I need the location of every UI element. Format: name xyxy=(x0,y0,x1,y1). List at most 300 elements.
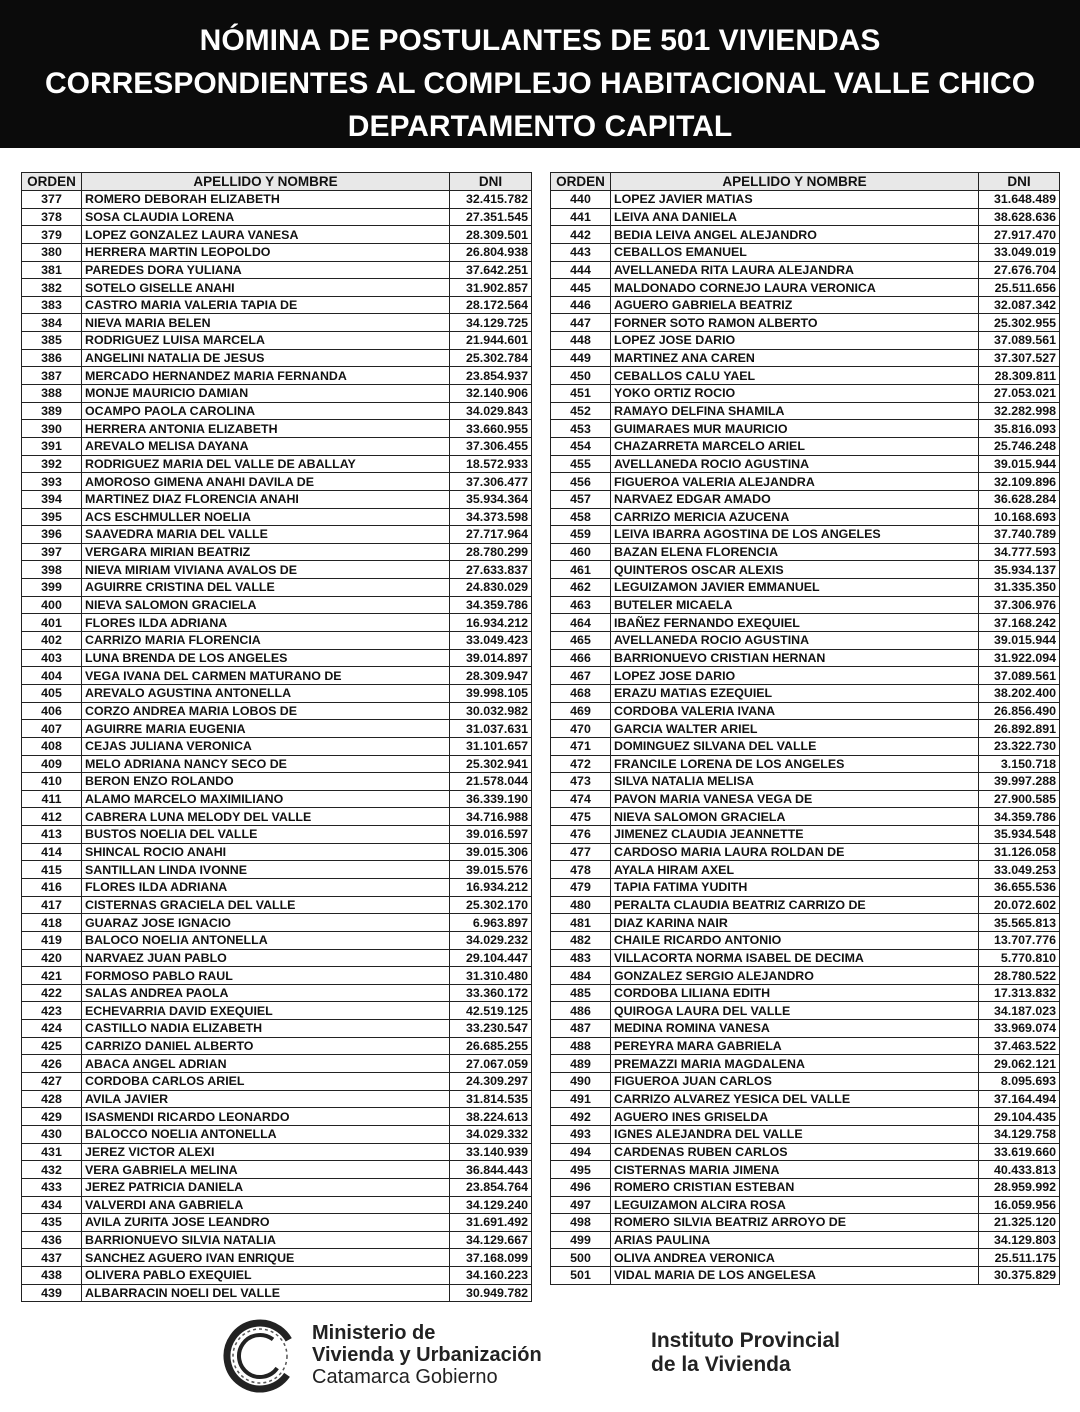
row-name: NIEVA MIRIAM VIVIANA AVALOS DE xyxy=(82,561,450,579)
row-order: 418 xyxy=(22,914,82,932)
row-name: PREMAZZI MARIA MAGDALENA xyxy=(611,1055,979,1073)
table-row xyxy=(551,402,1060,420)
table-row xyxy=(22,1284,532,1302)
row-name: NIEVA SALOMON GRACIELA xyxy=(611,808,979,826)
table-row xyxy=(22,261,532,279)
table-row xyxy=(551,561,1060,579)
row-dni: 32.282.998 xyxy=(979,402,1060,420)
row-name: LUNA BRENDA DE LOS ANGELES xyxy=(82,649,450,667)
row-name: VERA GABRIELA MELINA xyxy=(82,1161,450,1179)
row-name: CEBALLOS CALU YAEL xyxy=(611,367,979,385)
row-order: 485 xyxy=(551,984,611,1002)
row-name: AGUERO INES GRISELDA xyxy=(611,1108,979,1126)
table-row xyxy=(551,737,1060,755)
table-row xyxy=(22,437,532,455)
row-name: AGUIRRE MARIA EUGENIA xyxy=(82,720,450,738)
row-dni: 34.129.803 xyxy=(979,1231,1060,1249)
table-row xyxy=(551,632,1060,650)
row-dni: 39.015.306 xyxy=(450,843,532,861)
row-name: ACS ESCHMULLER NOELIA xyxy=(82,508,450,526)
row-order: 499 xyxy=(551,1231,611,1249)
row-name: CARDENAS RUBEN CARLOS xyxy=(611,1143,979,1161)
row-order: 487 xyxy=(551,1020,611,1038)
row-order: 495 xyxy=(551,1161,611,1179)
row-dni: 25.511.175 xyxy=(979,1249,1060,1267)
table-row xyxy=(22,667,532,685)
row-dni: 34.129.758 xyxy=(979,1125,1060,1143)
row-order: 467 xyxy=(551,667,611,685)
row-name: AGUIRRE CRISTINA DEL VALLE xyxy=(82,579,450,597)
table-row xyxy=(22,279,532,297)
row-name: CASTRO MARIA VALERIA TAPIA DE xyxy=(82,296,450,314)
column-header-order: ORDEN xyxy=(551,173,611,191)
row-name: HERRERA ANTONIA ELIZABETH xyxy=(82,420,450,438)
row-name: HERRERA MARTIN LEOPOLDO xyxy=(82,243,450,261)
row-name: YOKO ORTIZ ROCIO xyxy=(611,385,979,403)
table-row xyxy=(22,473,532,491)
row-order: 466 xyxy=(551,649,611,667)
row-name: CISTERNAS GRACIELA DEL VALLE xyxy=(82,896,450,914)
row-order: 419 xyxy=(22,931,82,949)
row-dni: 34.029.843 xyxy=(450,402,532,420)
table-row xyxy=(551,1002,1060,1020)
row-order: 423 xyxy=(22,1002,82,1020)
row-order: 475 xyxy=(551,808,611,826)
row-dni: 26.685.255 xyxy=(450,1037,532,1055)
row-order: 453 xyxy=(551,420,611,438)
row-name: NIEVA MARIA BELEN xyxy=(82,314,450,332)
row-dni: 33.049.423 xyxy=(450,632,532,650)
row-dni: 39.014.897 xyxy=(450,649,532,667)
row-dni: 27.067.059 xyxy=(450,1055,532,1073)
row-dni: 31.335.350 xyxy=(979,579,1060,597)
row-name: AVELLANEDA ROCIO AGUSTINA xyxy=(611,455,979,473)
table-row xyxy=(551,1090,1060,1108)
row-dni: 31.310.480 xyxy=(450,967,532,985)
row-name: DOMINGUEZ SILVANA DEL VALLE xyxy=(611,737,979,755)
table-row xyxy=(22,755,532,773)
row-name: CORDOBA CARLOS ARIEL xyxy=(82,1073,450,1091)
row-name: QUINTEROS OSCAR ALEXIS xyxy=(611,561,979,579)
row-name: SANTILLAN LINDA IVONNE xyxy=(82,861,450,879)
row-order: 500 xyxy=(551,1249,611,1267)
row-name: BEDIA LEIVA ANGEL ALEJANDRO xyxy=(611,226,979,244)
table-row xyxy=(551,826,1060,844)
row-dni: 28.172.564 xyxy=(450,296,532,314)
table-row xyxy=(22,614,532,632)
row-name: CARDOSO MARIA LAURA ROLDAN DE xyxy=(611,843,979,861)
table-row xyxy=(22,349,532,367)
row-order: 459 xyxy=(551,526,611,544)
row-order: 436 xyxy=(22,1231,82,1249)
row-name: CISTERNAS MARIA JIMENA xyxy=(611,1161,979,1179)
row-name: BUSTOS NOELIA DEL VALLE xyxy=(82,826,450,844)
table-row xyxy=(22,632,532,650)
table-row xyxy=(551,843,1060,861)
row-name: GUIMARAES MUR MAURICIO xyxy=(611,420,979,438)
row-name: GUARAZ JOSE IGNACIO xyxy=(82,914,450,932)
row-order: 449 xyxy=(551,349,611,367)
table-row xyxy=(551,579,1060,597)
row-dni: 29.062.121 xyxy=(979,1055,1060,1073)
row-dni: 34.187.023 xyxy=(979,1002,1060,1020)
table-row xyxy=(22,314,532,332)
row-dni: 29.104.447 xyxy=(450,949,532,967)
column-header-name: APELLIDO Y NOMBRE xyxy=(611,173,979,191)
row-dni: 39.015.944 xyxy=(979,455,1060,473)
table-row xyxy=(22,861,532,879)
table-row xyxy=(551,596,1060,614)
row-name: PEREYRA MARA GABRIELA xyxy=(611,1037,979,1055)
row-name: NARVAEZ JUAN PABLO xyxy=(82,949,450,967)
row-name: MELO ADRIANA NANCY SECO DE xyxy=(82,755,450,773)
row-order: 460 xyxy=(551,543,611,561)
row-dni: 37.306.976 xyxy=(979,596,1060,614)
table-row xyxy=(551,455,1060,473)
institute-line-2: de la Vivienda xyxy=(651,1353,791,1376)
row-dni: 16.059.956 xyxy=(979,1196,1060,1214)
row-name: SILVA NATALIA MELISA xyxy=(611,773,979,791)
table-row xyxy=(551,1037,1060,1055)
table-row xyxy=(22,878,532,896)
row-name: CABRERA LUNA MELODY DEL VALLE xyxy=(82,808,450,826)
row-dni: 36.628.284 xyxy=(979,490,1060,508)
table-row xyxy=(22,1002,532,1020)
row-name: VILLACORTA NORMA ISABEL DE DECIMA xyxy=(611,949,979,967)
table-row xyxy=(551,1214,1060,1232)
row-order: 484 xyxy=(551,967,611,985)
row-name: ROMERO CRISTIAN ESTEBAN xyxy=(611,1178,979,1196)
table-row xyxy=(551,1267,1060,1285)
table-row xyxy=(22,579,532,597)
row-name: CHAILE RICARDO ANTONIO xyxy=(611,931,979,949)
row-order: 435 xyxy=(22,1214,82,1232)
row-dni: 23.854.764 xyxy=(450,1178,532,1196)
row-order: 438 xyxy=(22,1267,82,1285)
table-row xyxy=(551,367,1060,385)
row-dni: 30.375.829 xyxy=(979,1267,1060,1285)
ministry-line-3: Catamarca Gobierno xyxy=(312,1366,498,1388)
table-row xyxy=(551,702,1060,720)
row-dni: 34.129.240 xyxy=(450,1196,532,1214)
table-row xyxy=(22,684,532,702)
row-order: 469 xyxy=(551,702,611,720)
table-row xyxy=(22,596,532,614)
row-order: 457 xyxy=(551,490,611,508)
row-order: 427 xyxy=(22,1073,82,1091)
row-order: 432 xyxy=(22,1161,82,1179)
row-order: 497 xyxy=(551,1196,611,1214)
row-name: ALAMO MARCELO MAXIMILIANO xyxy=(82,790,450,808)
table-row xyxy=(22,1267,532,1285)
catamarca-c-logo-icon xyxy=(222,1318,298,1394)
row-name: MALDONADO CORNEJO LAURA VERONICA xyxy=(611,279,979,297)
row-name: CORDOBA VALERIA IVANA xyxy=(611,702,979,720)
row-order: 476 xyxy=(551,826,611,844)
row-order: 444 xyxy=(551,261,611,279)
row-dni: 37.463.522 xyxy=(979,1037,1060,1055)
row-dni: 25.302.955 xyxy=(979,314,1060,332)
row-dni: 30.032.982 xyxy=(450,702,532,720)
row-order: 396 xyxy=(22,526,82,544)
institute-line-1: Instituto Provincial xyxy=(651,1329,841,1352)
row-dni: 27.351.545 xyxy=(450,208,532,226)
row-order: 458 xyxy=(551,508,611,526)
row-dni: 37.089.561 xyxy=(979,667,1060,685)
row-dni: 32.415.782 xyxy=(450,191,532,209)
row-order: 480 xyxy=(551,896,611,914)
row-order: 379 xyxy=(22,226,82,244)
row-dni: 31.648.489 xyxy=(979,191,1060,209)
row-name: CARRIZO ALVAREZ YESICA DEL VALLE xyxy=(611,1090,979,1108)
table-row xyxy=(22,1073,532,1091)
row-dni: 31.902.857 xyxy=(450,279,532,297)
row-dni: 31.101.657 xyxy=(450,737,532,755)
row-order: 490 xyxy=(551,1073,611,1091)
table-row xyxy=(551,543,1060,561)
row-order: 380 xyxy=(22,243,82,261)
table-row xyxy=(22,1249,532,1267)
table-row xyxy=(551,279,1060,297)
row-dni: 16.934.212 xyxy=(450,614,532,632)
row-dni: 27.917.470 xyxy=(979,226,1060,244)
row-dni: 37.164.494 xyxy=(979,1090,1060,1108)
row-dni: 28.780.299 xyxy=(450,543,532,561)
row-order: 501 xyxy=(551,1267,611,1285)
row-name: JIMENEZ CLAUDIA JEANNETTE xyxy=(611,826,979,844)
row-order: 420 xyxy=(22,949,82,967)
row-order: 409 xyxy=(22,755,82,773)
applicants-table-right xyxy=(550,172,1060,1285)
row-name: AREVALO MELISA DAYANA xyxy=(82,437,450,455)
row-name: MARTINEZ DIAZ FLORENCIA ANAHI xyxy=(82,490,450,508)
row-order: 377 xyxy=(22,191,82,209)
row-order: 434 xyxy=(22,1196,82,1214)
table-row xyxy=(551,473,1060,491)
row-name: FORMOSO PABLO RAUL xyxy=(82,967,450,985)
table-row xyxy=(551,790,1060,808)
row-order: 477 xyxy=(551,843,611,861)
row-order: 393 xyxy=(22,473,82,491)
row-dni: 33.049.253 xyxy=(979,861,1060,879)
table-row xyxy=(22,191,532,209)
row-dni: 27.900.585 xyxy=(979,790,1060,808)
row-order: 407 xyxy=(22,720,82,738)
row-dni: 25.746.248 xyxy=(979,437,1060,455)
row-name: CARRIZO DANIEL ALBERTO xyxy=(82,1037,450,1055)
row-order: 461 xyxy=(551,561,611,579)
row-name: PAVON MARIA VANESA VEGA DE xyxy=(611,790,979,808)
row-dni: 36.844.443 xyxy=(450,1161,532,1179)
row-order: 402 xyxy=(22,632,82,650)
table-row xyxy=(551,755,1060,773)
row-name: BAZAN ELENA FLORENCIA xyxy=(611,543,979,561)
row-name: VERGARA MIRIAN BEATRIZ xyxy=(82,543,450,561)
row-dni: 35.934.137 xyxy=(979,561,1060,579)
table-row xyxy=(551,984,1060,1002)
row-dni: 37.306.477 xyxy=(450,473,532,491)
table-row xyxy=(551,261,1060,279)
row-name: VEGA IVANA DEL CARMEN MATURANO DE xyxy=(82,667,450,685)
row-dni: 39.016.597 xyxy=(450,826,532,844)
row-name: SALAS ANDREA PAOLA xyxy=(82,984,450,1002)
row-dni: 34.129.667 xyxy=(450,1231,532,1249)
row-name: RODRIGUEZ MARIA DEL VALLE DE ABALLAY xyxy=(82,455,450,473)
row-dni: 25.511.656 xyxy=(979,279,1060,297)
row-order: 405 xyxy=(22,684,82,702)
institute-name xyxy=(651,1329,840,1377)
table-row xyxy=(22,702,532,720)
row-name: ABACA ANGEL ADRIAN xyxy=(82,1055,450,1073)
row-order: 464 xyxy=(551,614,611,632)
row-order: 383 xyxy=(22,296,82,314)
row-name: CORZO ANDREA MARIA LOBOS DE xyxy=(82,702,450,720)
table-row xyxy=(551,808,1060,826)
row-name: ROMERO SILVIA BEATRIZ ARROYO DE xyxy=(611,1214,979,1232)
row-dni: 31.037.631 xyxy=(450,720,532,738)
row-order: 392 xyxy=(22,455,82,473)
row-order: 417 xyxy=(22,896,82,914)
row-name: AREVALO AGUSTINA ANTONELLA xyxy=(82,684,450,702)
column-header-dni: DNI xyxy=(450,173,532,191)
row-dni: 26.856.490 xyxy=(979,702,1060,720)
table-row xyxy=(22,773,532,791)
row-dni: 28.309.501 xyxy=(450,226,532,244)
row-order: 415 xyxy=(22,861,82,879)
row-dni: 36.339.190 xyxy=(450,790,532,808)
row-order: 448 xyxy=(551,332,611,350)
row-order: 429 xyxy=(22,1108,82,1126)
row-name: AGUERO GABRIELA BEATRIZ xyxy=(611,296,979,314)
row-name: FIGUEROA JUAN CARLOS xyxy=(611,1073,979,1091)
row-order: 388 xyxy=(22,385,82,403)
row-order: 450 xyxy=(551,367,611,385)
row-name: NIEVA SALOMON GRACIELA xyxy=(82,596,450,614)
row-dni: 32.087.342 xyxy=(979,296,1060,314)
row-name: GARCIA WALTER ARIEL xyxy=(611,720,979,738)
table-row xyxy=(551,878,1060,896)
table-row xyxy=(551,243,1060,261)
row-name: VALVERDI ANA GABRIELA xyxy=(82,1196,450,1214)
row-order: 381 xyxy=(22,261,82,279)
row-dni: 34.359.786 xyxy=(979,808,1060,826)
table-row xyxy=(22,208,532,226)
row-dni: 37.089.561 xyxy=(979,332,1060,350)
row-order: 442 xyxy=(551,226,611,244)
row-name: NARVAEZ EDGAR AMADO xyxy=(611,490,979,508)
row-order: 482 xyxy=(551,931,611,949)
table-row xyxy=(22,808,532,826)
table-body-right xyxy=(551,191,1060,1285)
table-row xyxy=(22,367,532,385)
row-name: ALBARRACIN NOELI DEL VALLE xyxy=(82,1284,450,1302)
row-dni: 37.740.789 xyxy=(979,526,1060,544)
row-dni: 37.642.251 xyxy=(450,261,532,279)
row-order: 397 xyxy=(22,543,82,561)
row-order: 430 xyxy=(22,1125,82,1143)
row-dni: 34.777.593 xyxy=(979,543,1060,561)
table-row xyxy=(551,1196,1060,1214)
row-dni: 33.049.019 xyxy=(979,243,1060,261)
row-name: AVELLANEDA RITA LAURA ALEJANDRA xyxy=(611,261,979,279)
row-dni: 5.770.810 xyxy=(979,949,1060,967)
row-dni: 24.309.297 xyxy=(450,1073,532,1091)
row-name: MERCADO HERNANDEZ MARIA FERNANDA xyxy=(82,367,450,385)
row-order: 462 xyxy=(551,579,611,597)
row-name: LOPEZ JOSE DARIO xyxy=(611,667,979,685)
table-row xyxy=(22,561,532,579)
row-name: DIAZ KARINA NAIR xyxy=(611,914,979,932)
table-row xyxy=(22,385,532,403)
row-dni: 35.565.813 xyxy=(979,914,1060,932)
row-order: 439 xyxy=(22,1284,82,1302)
row-dni: 37.168.099 xyxy=(450,1249,532,1267)
table-row xyxy=(551,490,1060,508)
row-name: OLIVA ANDREA VERONICA xyxy=(611,1249,979,1267)
table-row xyxy=(551,1231,1060,1249)
column-header-order: ORDEN xyxy=(22,173,82,191)
row-order: 391 xyxy=(22,437,82,455)
table-row xyxy=(22,1196,532,1214)
row-order: 382 xyxy=(22,279,82,297)
row-order: 489 xyxy=(551,1055,611,1073)
table-row xyxy=(22,490,532,508)
table-row xyxy=(22,790,532,808)
table-row xyxy=(551,720,1060,738)
row-name: PAREDES DORA YULIANA xyxy=(82,261,450,279)
row-order: 440 xyxy=(551,191,611,209)
row-name: BERON ENZO ROLANDO xyxy=(82,773,450,791)
table-row xyxy=(551,1249,1060,1267)
row-order: 493 xyxy=(551,1125,611,1143)
row-order: 385 xyxy=(22,332,82,350)
row-order: 410 xyxy=(22,773,82,791)
row-order: 425 xyxy=(22,1037,82,1055)
table-body-left xyxy=(22,191,532,1302)
table-row xyxy=(22,826,532,844)
row-name: CARRIZO MARIA FLORENCIA xyxy=(82,632,450,650)
row-order: 454 xyxy=(551,437,611,455)
row-dni: 28.309.811 xyxy=(979,367,1060,385)
row-order: 473 xyxy=(551,773,611,791)
row-dni: 28.959.992 xyxy=(979,1178,1060,1196)
row-dni: 27.053.021 xyxy=(979,385,1060,403)
row-dni: 21.944.601 xyxy=(450,332,532,350)
table-row xyxy=(551,967,1060,985)
row-order: 390 xyxy=(22,420,82,438)
row-order: 378 xyxy=(22,208,82,226)
row-order: 483 xyxy=(551,949,611,967)
row-name: JEREZ VICTOR ALEXI xyxy=(82,1143,450,1161)
row-name: MARTINEZ ANA CAREN xyxy=(611,349,979,367)
table-row xyxy=(551,667,1060,685)
table-row xyxy=(22,843,532,861)
table-row xyxy=(551,1143,1060,1161)
row-order: 431 xyxy=(22,1143,82,1161)
row-dni: 34.359.786 xyxy=(450,596,532,614)
table-row xyxy=(551,296,1060,314)
table-row xyxy=(22,720,532,738)
table-row xyxy=(22,332,532,350)
row-name: AVILA JAVIER xyxy=(82,1090,450,1108)
row-dni: 42.519.125 xyxy=(450,1002,532,1020)
table-row xyxy=(22,1090,532,1108)
row-dni: 36.655.536 xyxy=(979,878,1060,896)
row-name: LEGUIZAMON JAVIER EMMANUEL xyxy=(611,579,979,597)
row-order: 404 xyxy=(22,667,82,685)
row-name: AMOROSO GIMENA ANAHI DAVILA DE xyxy=(82,473,450,491)
table-row xyxy=(551,526,1060,544)
